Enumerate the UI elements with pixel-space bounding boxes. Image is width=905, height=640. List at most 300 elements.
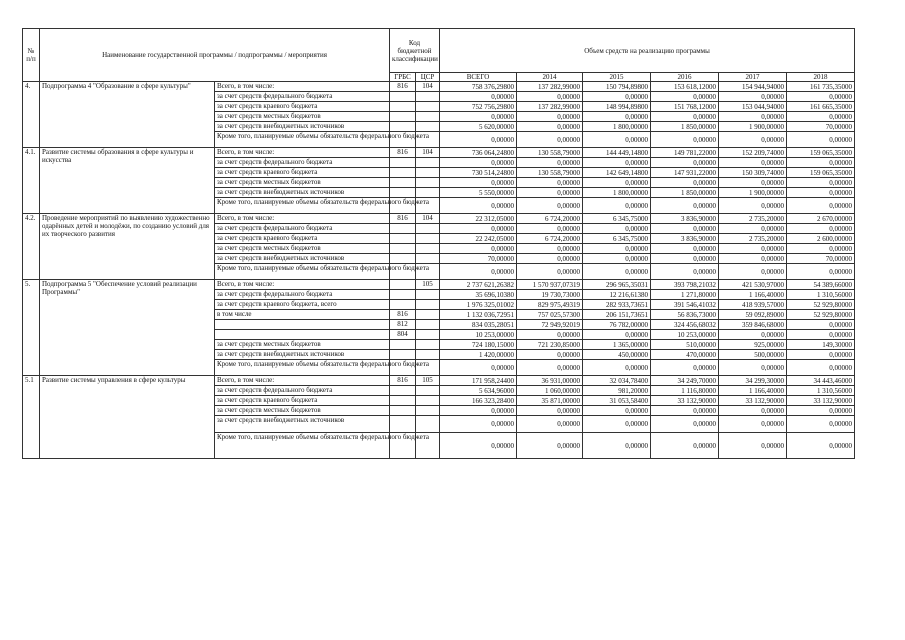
- value-2017: 1 166,40000: [719, 386, 787, 396]
- value-2015: 0,00000: [583, 224, 651, 234]
- grbs-code: [390, 224, 416, 234]
- csr-code: [416, 406, 440, 416]
- value-2017: 421 530,97000: [719, 280, 787, 290]
- csr-code: [416, 188, 440, 198]
- value-2016: 0,00000: [651, 264, 719, 280]
- value-total: 0,00000: [440, 360, 517, 376]
- value-2015: 0,00000: [583, 158, 651, 168]
- value-total: 0,00000: [440, 406, 517, 416]
- value-2016: 0,00000: [651, 254, 719, 264]
- row-number: 5.1: [23, 376, 40, 459]
- value-2017: 0,00000: [719, 433, 787, 459]
- funding-source: за счет средств местных бюджетов: [215, 244, 390, 254]
- value-2016: 393 798,21032: [651, 280, 719, 290]
- value-2015: 0,00000: [583, 254, 651, 264]
- value-2016: 10 253,00000: [651, 330, 719, 340]
- grbs-code: [390, 112, 416, 122]
- csr-code: [416, 416, 440, 433]
- value-2016: 391 546,41032: [651, 300, 719, 310]
- table-row: [23, 280, 855, 290]
- value-total: 35 696,10380: [440, 290, 517, 300]
- value-2015: 0,00000: [583, 360, 651, 376]
- value-2018: 0,00000: [787, 360, 855, 376]
- value-total: 0,00000: [440, 112, 517, 122]
- grbs-code: [390, 158, 416, 168]
- value-2017: 0,00000: [719, 178, 787, 188]
- csr-code: [416, 224, 440, 234]
- value-2014: 19 730,73000: [517, 290, 583, 300]
- value-2015: 0,00000: [583, 132, 651, 148]
- value-2017: 925,00000: [719, 340, 787, 350]
- csr-code: [416, 300, 440, 310]
- value-2014: 0,00000: [517, 224, 583, 234]
- value-2017: 1 166,40000: [719, 290, 787, 300]
- funding-source: за счет средств местных бюджетов: [215, 178, 390, 188]
- value-2018: 161 665,35000: [787, 102, 855, 112]
- header-funding-volume: Объем средств на реализацию программы: [440, 29, 855, 73]
- value-2017: 0,00000: [719, 198, 787, 214]
- value-2015: 12 216,61380: [583, 290, 651, 300]
- value-total: 2 737 621,26382: [440, 280, 517, 290]
- value-2015: 0,00000: [583, 406, 651, 416]
- value-2016: 0,00000: [651, 244, 719, 254]
- value-total: 0,00000: [440, 158, 517, 168]
- value-2017: 33 132,90000: [719, 396, 787, 406]
- grbs-code: 816: [390, 148, 416, 158]
- header-grbs: ГРБС: [390, 73, 416, 82]
- header-col-total: ВСЕГО: [440, 73, 517, 82]
- value-total: 0,00000: [440, 224, 517, 234]
- value-2014: 721 230,85000: [517, 340, 583, 350]
- row-number: 4.: [23, 82, 40, 148]
- value-2015: 31 053,58400: [583, 396, 651, 406]
- funding-source: за счет средств местных бюджетов: [215, 406, 390, 416]
- value-2015: 6 345,75000: [583, 214, 651, 224]
- value-2017: 0,00000: [719, 264, 787, 280]
- value-2016: 0,00000: [651, 224, 719, 234]
- value-2015: 0,00000: [583, 416, 651, 433]
- value-2015: 206 151,73651: [583, 310, 651, 320]
- value-2014: 0,00000: [517, 406, 583, 416]
- value-2018: 52 929,80000: [787, 300, 855, 310]
- csr-code: [416, 396, 440, 406]
- value-2014: 0,00000: [517, 433, 583, 459]
- value-2018: 0,00000: [787, 433, 855, 459]
- value-2016: 510,00000: [651, 340, 719, 350]
- value-total: 0,00000: [440, 264, 517, 280]
- value-2016: 0,00000: [651, 92, 719, 102]
- value-2018: 54 389,66000: [787, 280, 855, 290]
- csr-code: [416, 92, 440, 102]
- value-2015: 76 782,00000: [583, 320, 651, 330]
- value-2017: 0,00000: [719, 112, 787, 122]
- value-2017: 0,00000: [719, 360, 787, 376]
- value-2015: 0,00000: [583, 433, 651, 459]
- value-total: 0,00000: [440, 178, 517, 188]
- value-2015: 282 933,73651: [583, 300, 651, 310]
- value-2017: 0,00000: [719, 416, 787, 433]
- value-2016: 1 850,00000: [651, 122, 719, 132]
- value-total: 1 976 325,01002: [440, 300, 517, 310]
- value-total: 171 958,24400: [440, 376, 517, 386]
- value-2018: 161 735,35000: [787, 82, 855, 92]
- value-2016: 147 931,22000: [651, 168, 719, 178]
- grbs-code: [390, 416, 416, 433]
- value-2018: 0,00000: [787, 92, 855, 102]
- csr-code: 104: [416, 214, 440, 224]
- value-2017: 150 309,74000: [719, 168, 787, 178]
- value-2014: 36 931,00000: [517, 376, 583, 386]
- value-2014: 0,00000: [517, 158, 583, 168]
- table-row: [23, 214, 855, 224]
- value-2018: 0,00000: [787, 416, 855, 433]
- funding-source: Всего, в том числе:: [215, 376, 390, 386]
- funding-source: Кроме того, планируемые объемы обязательств федерального бюджета: [215, 264, 390, 280]
- value-total: 758 376,29800: [440, 82, 517, 92]
- value-2014: 0,00000: [517, 350, 583, 360]
- value-2014: 0,00000: [517, 198, 583, 214]
- value-2016: 0,00000: [651, 198, 719, 214]
- table-body: [23, 82, 855, 459]
- value-total: 0,00000: [440, 244, 517, 254]
- csr-code: 104: [416, 148, 440, 158]
- csr-code: 104: [416, 82, 440, 92]
- value-total: 736 064,24800: [440, 148, 517, 158]
- value-2018: 0,00000: [787, 224, 855, 234]
- value-2015: 0,00000: [583, 178, 651, 188]
- grbs-code: [390, 92, 416, 102]
- grbs-code: [390, 234, 416, 244]
- funding-source: Кроме того, планируемые объемы обязательств федерального бюджета: [215, 132, 390, 148]
- funding-source: за счет средств внебюджетных источников: [215, 350, 390, 360]
- value-total: 5 634,96000: [440, 386, 517, 396]
- value-2017: 34 299,30000: [719, 376, 787, 386]
- value-2016: 324 456,68032: [651, 320, 719, 330]
- funding-source: за счет средств федерального бюджета: [215, 290, 390, 300]
- row-number: 4.2.: [23, 214, 40, 280]
- value-total: 10 253,00000: [440, 330, 517, 340]
- csr-code: 105: [416, 376, 440, 386]
- value-2017: 500,00000: [719, 350, 787, 360]
- value-2018: 0,00000: [787, 264, 855, 280]
- funding-source: [215, 320, 390, 330]
- csr-code: [416, 330, 440, 340]
- value-2015: 0,00000: [583, 92, 651, 102]
- table-row: [23, 376, 855, 386]
- value-total: 0,00000: [440, 433, 517, 459]
- funding-source: Кроме того, планируемые объемы обязательств федерального бюджета: [215, 360, 390, 376]
- value-2014: 0,00000: [517, 330, 583, 340]
- value-2018: 0,00000: [787, 188, 855, 198]
- value-2015: 1 365,00000: [583, 340, 651, 350]
- value-total: 22 242,05000: [440, 234, 517, 244]
- csr-code: [416, 244, 440, 254]
- value-total: 834 035,28051: [440, 320, 517, 330]
- grbs-code: [390, 340, 416, 350]
- value-2017: 59 092,89000: [719, 310, 787, 320]
- value-2015: 148 994,89800: [583, 102, 651, 112]
- value-2014: 35 871,00000: [517, 396, 583, 406]
- csr-code: [416, 168, 440, 178]
- value-2015: 1 800,00000: [583, 188, 651, 198]
- table-row: [23, 82, 855, 92]
- value-total: 166 323,28400: [440, 396, 517, 406]
- value-2014: 130 558,79000: [517, 148, 583, 158]
- grbs-code: 816: [390, 310, 416, 320]
- csr-code: [416, 386, 440, 396]
- value-2015: 0,00000: [583, 264, 651, 280]
- value-total: 0,00000: [440, 416, 517, 433]
- value-2014: 0,00000: [517, 92, 583, 102]
- table-row: [23, 148, 855, 158]
- value-2017: 2 735,20000: [719, 234, 787, 244]
- program-name: Подпрограмма 4 "Образование в сфере культуры": [40, 82, 215, 148]
- csr-code: [416, 178, 440, 188]
- header-col-2017: 2017: [719, 73, 787, 82]
- value-2018: 159 065,35000: [787, 148, 855, 158]
- value-2018: 0,00000: [787, 158, 855, 168]
- value-2016: 470,00000: [651, 350, 719, 360]
- value-2018: 159 065,35000: [787, 168, 855, 178]
- value-2015: 981,20000: [583, 386, 651, 396]
- funding-source: за счет средств внебюджетных источников: [215, 188, 390, 198]
- value-2018: 0,00000: [787, 320, 855, 330]
- value-2015: 6 345,75000: [583, 234, 651, 244]
- grbs-code: [390, 168, 416, 178]
- csr-code: [416, 122, 440, 132]
- value-2018: 149,30000: [787, 340, 855, 350]
- value-2016: 34 249,70000: [651, 376, 719, 386]
- value-2016: 56 836,73000: [651, 310, 719, 320]
- value-2014: 72 949,92019: [517, 320, 583, 330]
- value-2017: 359 846,68000: [719, 320, 787, 330]
- grbs-code: [390, 300, 416, 310]
- value-2018: 1 310,56000: [787, 386, 855, 396]
- value-2014: 0,00000: [517, 416, 583, 433]
- value-2016: 1 850,00000: [651, 188, 719, 198]
- value-2015: 150 794,89800: [583, 82, 651, 92]
- value-2015: 1 800,00000: [583, 122, 651, 132]
- value-2016: 0,00000: [651, 132, 719, 148]
- value-2015: 0,00000: [583, 330, 651, 340]
- grbs-code: [390, 188, 416, 198]
- grbs-code: [390, 122, 416, 132]
- grbs-code: [390, 386, 416, 396]
- grbs-code: [390, 396, 416, 406]
- csr-code: [416, 310, 440, 320]
- value-2016: 0,00000: [651, 416, 719, 433]
- funding-source: за счет средств федерального бюджета: [215, 224, 390, 234]
- value-2018: 0,00000: [787, 198, 855, 214]
- grbs-code: [390, 280, 416, 290]
- grbs-code: [390, 350, 416, 360]
- value-2014: 130 558,79000: [517, 168, 583, 178]
- header-col-2016: 2016: [651, 73, 719, 82]
- value-2017: 1 900,00000: [719, 188, 787, 198]
- value-total: 1 420,00000: [440, 350, 517, 360]
- csr-code: [416, 340, 440, 350]
- grbs-code: [390, 254, 416, 264]
- funding-source: за счет средств федерального бюджета: [215, 158, 390, 168]
- value-2016: 0,00000: [651, 433, 719, 459]
- value-2018: 70,00000: [787, 254, 855, 264]
- value-2015: 142 649,14800: [583, 168, 651, 178]
- budget-table-sheet: [22, 28, 854, 459]
- value-2017: 2 735,20000: [719, 214, 787, 224]
- program-name: Развитие системы управления в сфере культуры: [40, 376, 215, 459]
- value-2016: 151 768,12000: [651, 102, 719, 112]
- funding-source: Кроме того, планируемые объемы обязательств федерального бюджета: [215, 433, 390, 459]
- header-col-2014: 2014: [517, 73, 583, 82]
- value-total: 730 514,24800: [440, 168, 517, 178]
- value-2016: 0,00000: [651, 406, 719, 416]
- value-2018: 0,00000: [787, 406, 855, 416]
- value-total: 5 550,00000: [440, 188, 517, 198]
- grbs-code: [390, 290, 416, 300]
- value-2014: 757 025,57300: [517, 310, 583, 320]
- grbs-code: 804: [390, 330, 416, 340]
- budget-table: [22, 28, 855, 459]
- value-2017: 418 939,57000: [719, 300, 787, 310]
- value-2014: 0,00000: [517, 188, 583, 198]
- csr-code: [416, 234, 440, 244]
- value-2018: 2 600,00000: [787, 234, 855, 244]
- value-total: 22 312,05000: [440, 214, 517, 224]
- csr-code: [416, 350, 440, 360]
- header-col-2015: 2015: [583, 73, 651, 82]
- funding-source: Всего, в том числе:: [215, 82, 390, 92]
- value-2017: 0,00000: [719, 158, 787, 168]
- header-number: № п/п: [23, 29, 40, 82]
- value-total: 724 180,15000: [440, 340, 517, 350]
- value-2017: 0,00000: [719, 132, 787, 148]
- grbs-code: [390, 178, 416, 188]
- value-2014: 0,00000: [517, 132, 583, 148]
- csr-code: [416, 290, 440, 300]
- csr-code: [416, 102, 440, 112]
- header-program-name: Наименование государственной программы / подпрограммы / мероприятия: [40, 29, 390, 82]
- grbs-code: [390, 102, 416, 112]
- value-2014: 6 724,20000: [517, 214, 583, 224]
- value-2014: 0,00000: [517, 244, 583, 254]
- csr-code: [416, 320, 440, 330]
- value-2014: 829 975,49319: [517, 300, 583, 310]
- value-2018: 0,00000: [787, 132, 855, 148]
- value-2014: 0,00000: [517, 254, 583, 264]
- funding-source: за счет средств краевого бюджета: [215, 102, 390, 112]
- funding-source: Всего, в том числе:: [215, 280, 390, 290]
- program-name: Развитие системы образования в сфере культуры и искусства: [40, 148, 215, 214]
- row-number: 4.1.: [23, 148, 40, 214]
- funding-source: за счет средств краевого бюджета, всего: [215, 300, 390, 310]
- value-2017: 0,00000: [719, 244, 787, 254]
- funding-source: Всего, в том числе:: [215, 214, 390, 224]
- value-2017: 153 044,94000: [719, 102, 787, 112]
- value-2015: 144 449,14800: [583, 148, 651, 158]
- header-col-2018: 2018: [787, 73, 855, 82]
- value-2018: 52 929,80000: [787, 310, 855, 320]
- value-2017: 0,00000: [719, 406, 787, 416]
- value-2017: 0,00000: [719, 330, 787, 340]
- funding-source: за счет средств краевого бюджета: [215, 168, 390, 178]
- value-2018: 33 132,90000: [787, 396, 855, 406]
- value-2014: 0,00000: [517, 122, 583, 132]
- value-2018: 70,00000: [787, 122, 855, 132]
- value-2018: 0,00000: [787, 244, 855, 254]
- funding-source: Кроме того, планируемые объемы обязательств федерального бюджета: [215, 198, 390, 214]
- value-2014: 0,00000: [517, 360, 583, 376]
- funding-source: за счет средств краевого бюджета: [215, 234, 390, 244]
- value-2016: 3 836,90000: [651, 214, 719, 224]
- funding-source: за счет средств местных бюджетов: [215, 112, 390, 122]
- value-total: 0,00000: [440, 92, 517, 102]
- funding-source: за счет средств внебюджетных источников: [215, 122, 390, 132]
- header-csr: ЦСР: [416, 73, 440, 82]
- value-2015: 450,00000: [583, 350, 651, 360]
- csr-code: [416, 158, 440, 168]
- value-2014: 0,00000: [517, 264, 583, 280]
- value-2016: 0,00000: [651, 112, 719, 122]
- funding-source: Всего, в том числе:: [215, 148, 390, 158]
- funding-source: [215, 330, 390, 340]
- value-total: 70,00000: [440, 254, 517, 264]
- grbs-code: 816: [390, 376, 416, 386]
- header-budget-code: Код бюджетной классификации: [390, 29, 440, 73]
- value-2014: 1 570 937,07319: [517, 280, 583, 290]
- value-2017: 154 944,94000: [719, 82, 787, 92]
- funding-source: за счет средств федерального бюджета: [215, 92, 390, 102]
- value-total: 752 756,29800: [440, 102, 517, 112]
- funding-source: за счет средств федерального бюджета: [215, 386, 390, 396]
- program-name: Подпрограмма 5 "Обеспечение условий реализации Программы": [40, 280, 215, 376]
- value-total: 0,00000: [440, 132, 517, 148]
- grbs-code: 816: [390, 214, 416, 224]
- value-2014: 0,00000: [517, 112, 583, 122]
- value-2018: 1 310,56000: [787, 290, 855, 300]
- value-2015: 296 965,35031: [583, 280, 651, 290]
- value-2016: 0,00000: [651, 158, 719, 168]
- value-2018: 0,00000: [787, 350, 855, 360]
- value-2016: 0,00000: [651, 178, 719, 188]
- value-2016: 153 618,12000: [651, 82, 719, 92]
- value-2018: 34 443,46000: [787, 376, 855, 386]
- value-2017: 0,00000: [719, 92, 787, 102]
- value-2018: 0,00000: [787, 330, 855, 340]
- value-total: 1 132 036,72951: [440, 310, 517, 320]
- value-2015: 0,00000: [583, 198, 651, 214]
- grbs-code: 812: [390, 320, 416, 330]
- value-2016: 3 836,90000: [651, 234, 719, 244]
- value-2018: 0,00000: [787, 178, 855, 188]
- funding-source: за счет средств внебюджетных источников: [215, 254, 390, 264]
- csr-code: [416, 254, 440, 264]
- value-2015: 32 034,78400: [583, 376, 651, 386]
- value-2017: 0,00000: [719, 224, 787, 234]
- value-total: 0,00000: [440, 198, 517, 214]
- value-2015: 0,00000: [583, 244, 651, 254]
- value-2018: 0,00000: [787, 112, 855, 122]
- csr-code: 105: [416, 280, 440, 290]
- grbs-code: [390, 406, 416, 416]
- csr-code: [416, 112, 440, 122]
- funding-source: за счет средств внебюджетных источников: [215, 416, 390, 433]
- value-2016: 0,00000: [651, 360, 719, 376]
- value-2014: 137 282,99000: [517, 82, 583, 92]
- value-2017: 0,00000: [719, 254, 787, 264]
- value-2018: 2 670,00000: [787, 214, 855, 224]
- value-2016: 1 271,80000: [651, 290, 719, 300]
- value-2014: 1 060,00000: [517, 386, 583, 396]
